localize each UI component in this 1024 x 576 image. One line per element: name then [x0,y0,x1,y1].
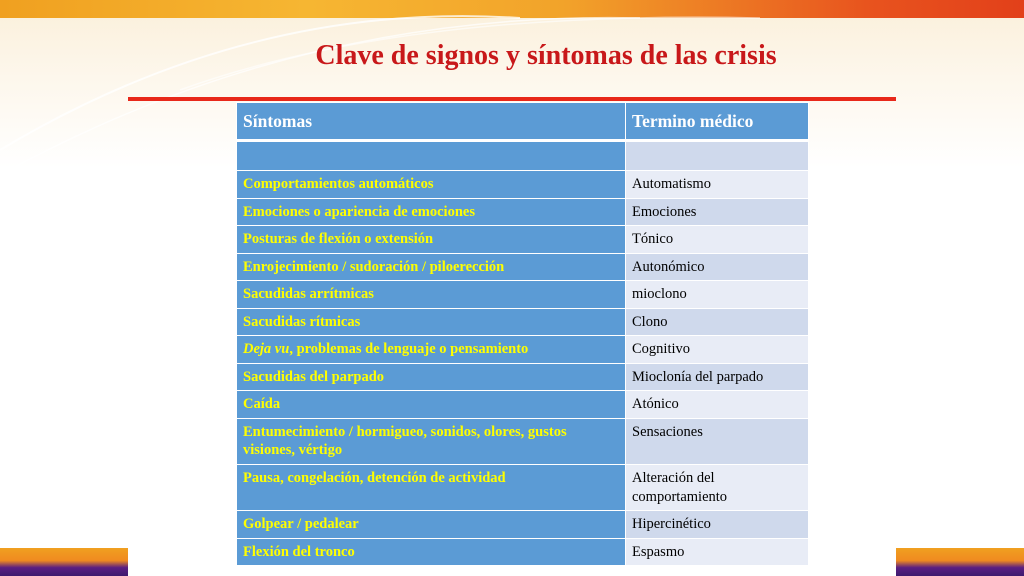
term-cell: Espasmo [626,538,809,566]
table-row [237,281,809,309]
table-row [237,171,809,199]
term-cell: Cognitivo [626,336,809,364]
table-row [237,465,809,511]
symptom-cell: Enrojecimiento / sudoración / piloerección [237,253,626,281]
term-cell: Sensaciones [626,418,809,464]
symptom-cell: Comportamientos automáticos [237,171,626,199]
term-cell: Automatismo [626,171,809,199]
symptom-cell [237,141,626,171]
symptom-cell: Pausa, congelación, detención de actividad [237,465,626,511]
symptom-cell: Sacudidas del parpado [237,363,626,391]
table-row [237,511,809,539]
table-header-row [237,103,809,141]
term-cell: Emociones [626,198,809,226]
symptom-cell: Entumecimiento / hormigueo, sonidos, olores, gustos visiones, vértigo [237,418,626,464]
table-row [237,198,809,226]
symptoms-table [236,102,809,566]
table-row [237,363,809,391]
header-sintomas: Síntomas [237,103,626,141]
term-cell: Mioclonía del parpado [626,363,809,391]
title-underline [128,97,896,101]
bottom-right-decoration [896,548,1024,576]
slide-title: Clave de signos y síntomas de las crisis [315,40,777,71]
term-cell: mioclono [626,281,809,309]
table-row [237,391,809,419]
table-row [237,141,809,171]
symptom-emphasis: Deja vu [243,341,290,358]
table-row [237,226,809,254]
symptom-cell: Golpear / pedalear [237,511,626,539]
symptom-cell: Flexión del tronco [237,538,626,566]
term-cell: Hipercinético [626,511,809,539]
table-row [237,308,809,336]
term-cell: Tónico [626,226,809,254]
term-cell: Clono [626,308,809,336]
symptom-cell: Sacudidas rítmicas [237,308,626,336]
term-cell: Alteración del comportamiento [626,465,809,511]
symptom-cell: Caída [237,391,626,419]
symptom-text: , problemas de lenguaje o pensamiento [289,341,529,358]
symptom-cell [237,336,626,364]
table-row [237,418,809,464]
table-row [237,253,809,281]
header-termino-medico: Termino médico [626,103,809,141]
symptom-cell: Sacudidas arrítmicas [237,281,626,309]
table-row [237,538,809,566]
term-cell: Autonómico [626,253,809,281]
symptom-cell: Posturas de flexión o extensión [237,226,626,254]
term-cell [626,141,809,171]
term-cell: Atónico [626,391,809,419]
bottom-left-decoration [0,548,128,576]
table-row [237,336,809,364]
symptom-cell: Emociones o apariencia de emociones [237,198,626,226]
